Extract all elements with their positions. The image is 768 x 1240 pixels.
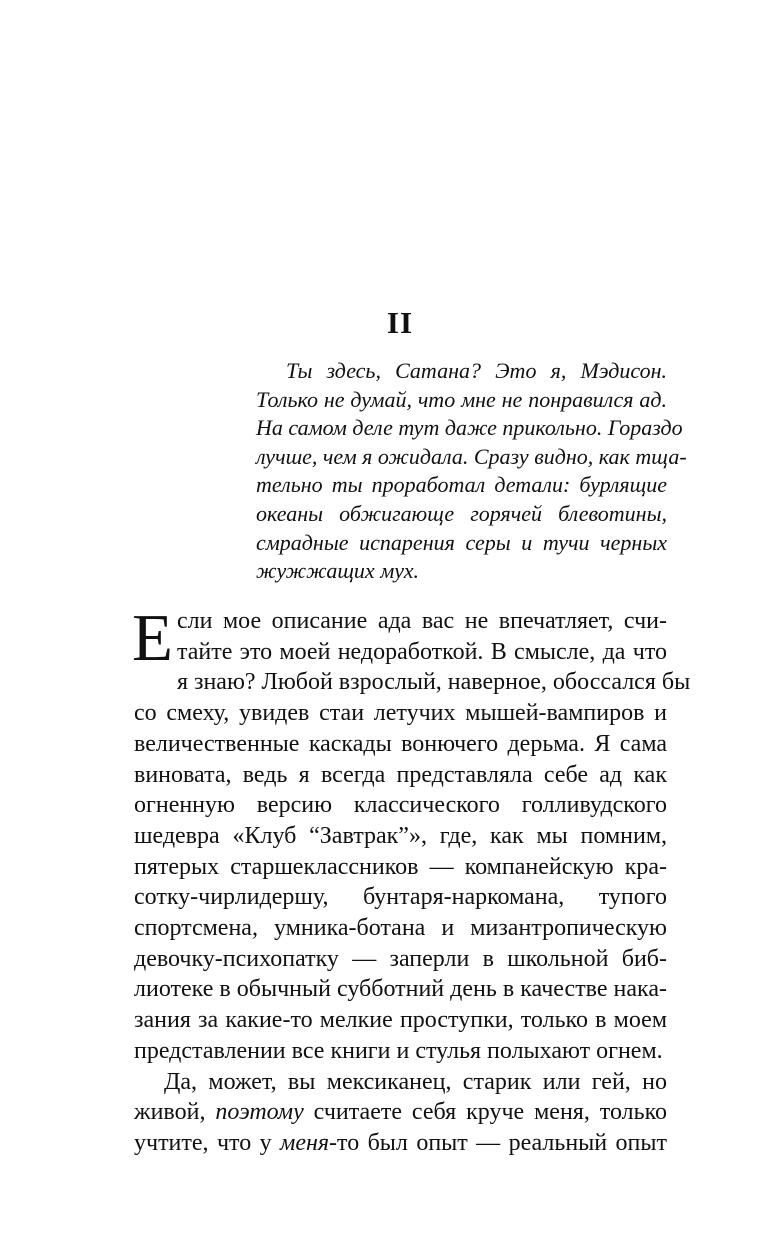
epigraph-line: смрадные испарения серы и тучи черных: [256, 529, 667, 555]
body-line: шедевра «Клуб “Завтрак”», где, как мы помним,: [134, 822, 667, 849]
epigraph-line: лучше, чем я ожидала. Сразу видно, как тща-: [256, 443, 687, 469]
epigraph: [256, 357, 687, 586]
body-line: Да, может, вы мексиканец, старик или гей, но: [164, 1068, 667, 1095]
drop-cap: Е: [132, 601, 173, 675]
body-line: сли мое описание ада вас не впечатляет, счи-: [176, 608, 667, 634]
body-line: [134, 1097, 667, 1128]
epigraph-line: океаны обжигающе горячей блевотины,: [256, 500, 667, 526]
epigraph-line: тельно ты проработал детали: бурлящие: [256, 472, 667, 498]
body-line: огненную версию классического голливудского: [134, 792, 667, 819]
text-run: считаете себя круче меня, только: [303, 1099, 668, 1126]
chapter-number: II: [386, 305, 414, 340]
body-line: представлении все книги и стулья полыхают огнем.: [134, 1037, 663, 1064]
emphasis-word: поэтому: [215, 1099, 304, 1126]
body-line: пятерых старшеклассников — компанейскую кра-: [134, 853, 667, 880]
body-line: спортсмена, умника-ботана и мизантропическую: [134, 915, 667, 942]
epigraph-line: На самом деле тут даже прикольно. Гораздо: [256, 415, 683, 441]
epigraph-line: Ты здесь, Сатана? Это я, Мэдисон.: [286, 358, 667, 383]
emphasis-word: меня: [280, 1129, 330, 1156]
body-line: величественные каскады вонючего дерьма. Я сама: [134, 730, 667, 757]
epigraph-line: Только не думай, что мне не понравился ад.: [256, 386, 667, 412]
text-run: живой,: [134, 1099, 216, 1126]
body-line: девочку-психопатку — заперли в школьной биб-: [134, 945, 667, 972]
body-line: лиотеке в обычный субботний день в качестве нака-: [134, 976, 667, 1003]
body-text: [132, 601, 691, 1159]
body-line: я знаю? Любой взрослый, наверное, обоссался бы: [176, 669, 691, 696]
body-line: тайте это моей недоработкой. В смысле, да что: [176, 638, 667, 665]
body-line: со смеху, увидев стаи летучих мышей-вампиров и: [134, 700, 667, 727]
text-run: учтите, что у: [134, 1129, 280, 1156]
paragraph-1-opening: [132, 601, 667, 675]
body-line: сотку-чирлидершу, бунтаря-наркомана, тупого: [134, 884, 667, 911]
text-run: -то был опыт — реальный опыт: [329, 1129, 667, 1156]
body-line: виновата, ведь я всегда представляла себе ад как: [134, 761, 667, 788]
body-line: [134, 1128, 667, 1159]
epigraph-line: жужжащих мух.: [256, 558, 419, 584]
body-line: зания за какие-то мелкие проступки, только в моем: [134, 1007, 667, 1034]
